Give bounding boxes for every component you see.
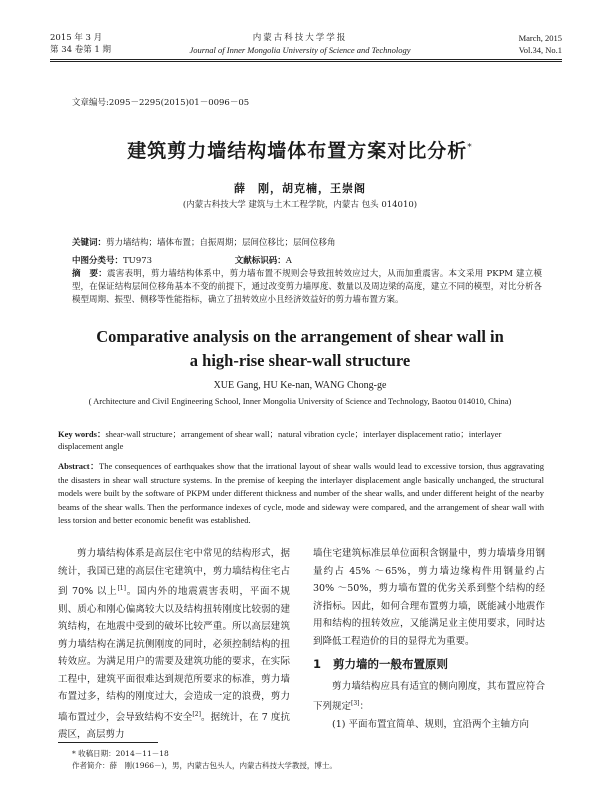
classification-row [72, 254, 372, 266]
abstract-en-label: Abstract： [58, 461, 100, 471]
citation: [1] [117, 585, 126, 592]
title-en-line2: a high-rise shear-wall structure [189, 351, 411, 370]
title-zh-text: 建筑剪力墙结构墙体布置方案对比分析 [127, 140, 468, 162]
journal-name-zh: 内蒙古科技大学学报 [252, 33, 348, 43]
keywords-en-text: shear-wall structure；arrangement of shear wall；natural vibration cycle；interlayer displacement ratio；interlayer displacement angle [58, 429, 502, 451]
section-number: 1 [313, 657, 322, 671]
doc-code-value: A [285, 256, 292, 266]
abstract-zh-text: 震害表明，剪力墙结构体系中，剪力墙布置不规则会导致扭转效应过大，从而加重震害。本文采用 PKPM 建立模型，在保证结构层间位移角基本不变的前提下，通过改变剪力墙厚度、数量以及周边梁的高度，建立不同的模型，对比分析各模型周期、振型、侧移等性能指标，确立了扭转效应小且经济效益好的剪力墙布置方案。 [72, 269, 542, 305]
footnote-rule [58, 742, 158, 743]
body-paragraph [58, 545, 290, 744]
clc-value: TU973 [123, 256, 153, 266]
footnote-author: 作者简介：薛 刚(1966－)，男，内蒙古包头人，内蒙古科技大学教授，博士。 [72, 761, 337, 770]
citation: [2] [192, 710, 201, 718]
abstract-zh [72, 268, 542, 307]
authors-en: XUE Gang, HU Ke-nan, WANG Chong-ge [213, 380, 387, 391]
footnotes [72, 748, 337, 772]
abstract-en-text: The consequences of earthquakes show that the irrational layout of shear walls would lead to excessive torsion, thus aggravating the disasters in shear wall structure systems. In the premise of keeping the interlayer displacement angle basically unchanged, the structural models were built by the software of PKPM under different thickness and number of the shear walls, and under different height of the nearby beams of the shear walls. Then the performance indexes of cycle, mode and sideway were compared, and the arrangement of shear wall with less torsion and better economic benefit was established. [58, 461, 544, 525]
body-left-cont: 。国内外的地震震害表明，平面不规则、质心和刚心偏离较大以及结构扭转刚度比较弱的建筑结构，在地震中受到的破坏比较严重。所以高层建筑剪力墙结构在满足抗侧刚度的同时，必须控制结构的扭转效应。为满足用户的需要及建筑功能的要求，在实际工程中，建筑平面很难达到规范所要求的标准，剪力墙布置过多，结构的刚度过大，会造成一定的浪费，剪力墙布置过少，会导致结构不安全 [58, 586, 290, 723]
body-left-text: 剪力墙结构体系是高层住宅中常见的结构形式，据统计，我国已建的高层住宅建筑中，剪力墙结构住宅占到 70% 以上 [58, 548, 290, 598]
header-volume [519, 32, 562, 56]
body-paragraph [313, 678, 545, 716]
journal-name-en: Journal of Inner Mongolia University of Science and Technology [189, 45, 411, 55]
header-vol-en: Vol.34, No.1 [518, 45, 562, 55]
header-rule-2 [50, 61, 562, 62]
body-right-text-2: 剪力墙结构应具有适宜的侧向刚度，其布置应符合下列规定 [313, 680, 545, 713]
clc-field [72, 256, 192, 266]
article-number: 文章编号:2095－2295(2015)01－0096－05 [72, 98, 250, 108]
citation: [3] [351, 700, 360, 707]
section-title: 剪力墙的一般布置原则 [333, 657, 449, 671]
affiliation-en: ( Architecture and Civil Engineering School, Inner Mongolia University of Science and Technology, Baotou 014010, China) [88, 396, 512, 406]
authors-zh: 薛 刚，胡克楠，王崇阁 [234, 182, 366, 195]
doc-code-label: 文献标识码： [234, 256, 286, 266]
title-en-line1: Comparative analysis on the arrangement of shear wall in [96, 327, 504, 346]
keywords-zh-text: 剪力墙结构；墙体布置；自振周期；层间位移比；层间位移角 [106, 238, 336, 248]
keywords-zh-label: 关键词： [72, 238, 107, 248]
footnote-received: * 收稿日期：2014－11－18 [72, 749, 169, 758]
body-left-end: 。据统计，在 7 度抗震区，高层剪力 [58, 711, 290, 741]
paper-title-zh [40, 136, 560, 163]
header-volume-zh: 第 34 卷第 1 期 [50, 45, 112, 55]
abstract-zh-label: 摘 要： [72, 269, 108, 279]
body-column-left [58, 545, 290, 744]
body-right-text-3: (1) 平面布置宜简单、规则，宜沿两个主轴方向 [332, 718, 529, 730]
body-paragraph [313, 545, 545, 650]
keywords-zh [72, 237, 542, 250]
body-right-text-1: 墙住宅建筑标准层单位面积含钢量中，剪力墙墙身用钢量约占 45% ～65%，剪力墙边缘构件用钢量约占 30% ～50%，剪力墙布置的优劣关系到整个结构的经济指标。因此，如何合理布置剪力墙，既能减小地震作用和结构的扭转效应，又能满足业主使用要求，同时达到降低工程造价的目的显得尤为重要。 [313, 548, 545, 647]
section-heading [313, 656, 545, 674]
body-right-text-2-end: ： [359, 701, 370, 713]
header-month-en: March, 2015 [518, 33, 562, 43]
keywords-en [58, 428, 544, 452]
header-journal [150, 32, 450, 56]
header-date: 2015 年 3 月 [50, 33, 103, 43]
body-paragraph [313, 716, 545, 734]
header-rule [50, 59, 562, 60]
body-column-right [313, 545, 545, 733]
paper-title-en [40, 325, 560, 373]
affiliation-zh: (内蒙古科技大学 建筑与土木工程学院，内蒙古 包头 014010) [182, 200, 418, 210]
clc-label: 中图分类号： [72, 256, 124, 266]
title-footnote-mark: * [467, 142, 473, 153]
header-issue [50, 32, 111, 56]
doc-code-field [235, 256, 332, 266]
keywords-en-label: Key words： [58, 429, 106, 439]
abstract-en [58, 460, 544, 528]
